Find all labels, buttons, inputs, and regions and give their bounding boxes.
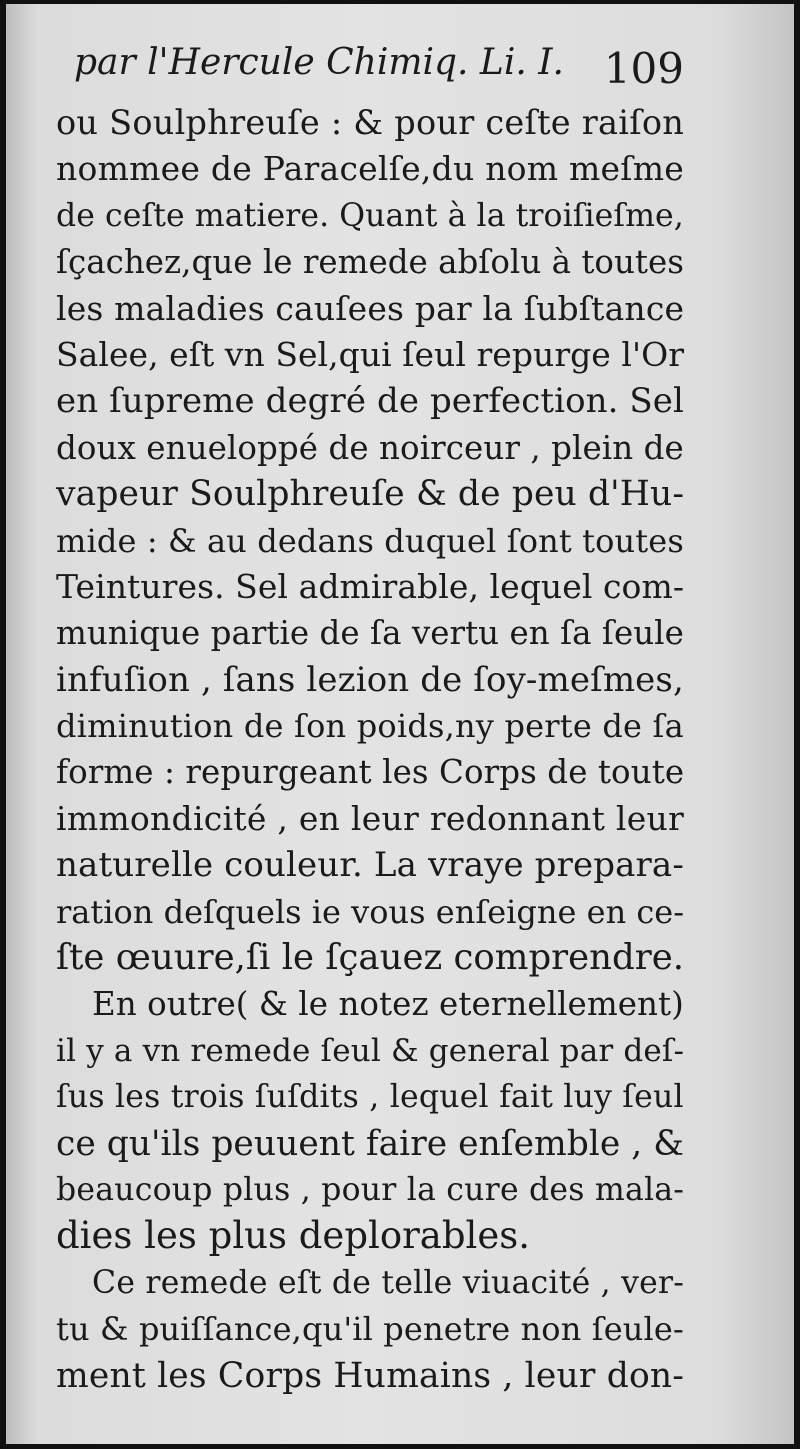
text-line: ment les Corps Humains , leur don- [56,1355,685,1396]
text-line: Teintures. Sel admirable, lequel com- [56,566,685,606]
text-line: ce qu'ils peuuent faire enſemble , & [56,1123,684,1164]
text-line: ou Soulphreuſe : & pour ceſte raiſon [56,103,685,142]
text-line: en ſupreme degré de perfection. Sel [56,381,684,422]
text-line: dies les plus deplorables. [56,1214,531,1258]
text-line: mide : & au dedans duquel ſont toutes [56,521,684,560]
body-text [56,100,696,1399]
text-line: vapeur Soulphreuſe & de peu d'Hu- [56,474,685,515]
text-line: de ceſte matiere. Quant à la troiſieſme, [56,197,684,234]
text-line: ſçachez,que le remede abſolu à toutes [56,243,684,282]
text-line: il y a vn remede ſeul & general par deſ- [56,1032,685,1069]
book-page [6,4,794,1444]
text-line: les maladies cauſees par la ſubſtance [56,288,685,328]
page-number: 109 [603,44,684,93]
text-line: ſus les trois ſuſdits , lequel fait luy ſeul [56,1079,684,1116]
text-line: diminution de ſon poids,ny perte de ſa [56,707,684,746]
paragraph-start-line: En outre( & le notez eternellement) [92,985,684,1024]
text-line: ſte œuure,ſi le ſçauez comprendre. [56,937,685,979]
text-line: tu & puiſſance,qu'il penetre non ſeule- [56,1310,684,1349]
running-title: par l'Hercule Chimiq. Li. I. [74,42,564,83]
paragraph-start-line: Ce remede eſt de telle viuacité , ver- [92,1264,685,1301]
text-line: doux enueloppé de noirceur , plein de [56,428,684,467]
text-line: beaucoup plus , pour la cure des mala- [56,1171,685,1208]
text-line: ration deſquels ie vous enſeigne en ce- [56,892,685,931]
text-line: Salee, eſt vn Sel,qui ſeul repurge l'Or [56,334,685,374]
text-line: forme : repurgeant les Corps de toute [56,753,685,792]
text-line: immondicité , en leur redonnant leur [56,798,685,838]
text-line: naturelle couleur. La vraye prepara- [56,845,684,886]
text-line: nommee de Paracelſe,du nom meſme [56,149,685,189]
page-header [74,42,684,102]
text-line: munique partie de ſa vertu en ſa ſeule [56,614,684,653]
text-line: infuſion , ſans lezion de ſoy-meſmes, [56,659,684,700]
